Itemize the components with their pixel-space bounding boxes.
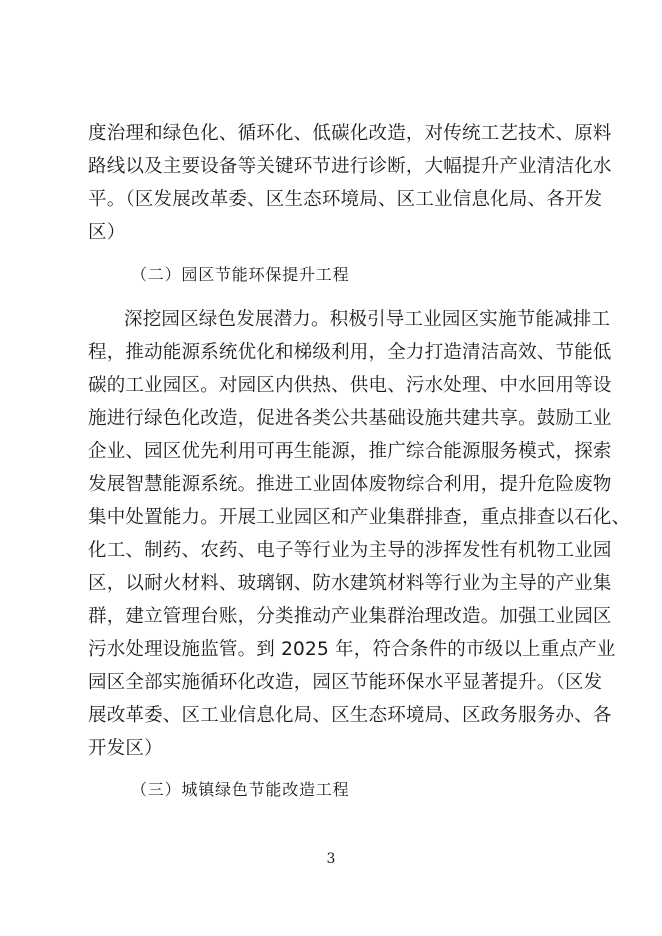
paragraph-line: 企业、园区优先利用可再生能源，推广综合能源服务模式，探索 <box>88 441 612 462</box>
paragraph-line: 展改革委、区工业信息化局、区生态环境局、区政务服务办、各 <box>88 705 612 726</box>
section-heading-3: （三）城镇绿色节能改造工程 <box>131 780 350 799</box>
paragraph-line: 区） <box>88 222 126 243</box>
paragraph-line: 度治理和绿色化、循环化、低碳化改造，对传统工艺技术、原料 <box>88 123 612 144</box>
paragraph-line: 化工、制药、农药、电子等行业为主导的涉挥发性有机物工业园 <box>88 540 612 561</box>
paragraph-line: 施进行绿色化改造，促进各类公共基础设施共建共享。鼓励工业 <box>88 408 612 429</box>
paragraph-line: 路线以及主要设备等关键环节进行诊断，大幅提升产业清洁化水 <box>88 156 612 177</box>
paragraph-line: 群，建立管理台账，分类推动产业集群治理改造。加强工业园区 <box>88 606 612 627</box>
paragraph-line: 集中处置能力。开展工业园区和产业集群排查，重点排查以石化、 <box>88 507 631 528</box>
paragraph-line: 碳的工业园区。对园区内供热、供电、污水处理、中水回用等设 <box>88 375 612 396</box>
section-heading-2: （二）园区节能环保提升工程 <box>131 265 350 284</box>
paragraph-line: 发展智慧能源系统。推进工业固体废物综合利用，提升危险废物 <box>88 474 612 495</box>
paragraph-line: 开发区） <box>88 738 163 759</box>
paragraph-line: 程，推动能源系统优化和梯级利用，全力打造清洁高效、节能低 <box>88 342 612 363</box>
paragraph-line: 园区全部实施循环化改造，园区节能环保水平显著提升。（区发 <box>88 672 603 693</box>
page-number: 3 <box>326 851 336 867</box>
paragraph-line: 污水处理设施监管。到 2025 年，符合条件的市级以上重点产业 <box>88 639 616 660</box>
paragraph-line: 平。（区发展改革委、区生态环境局、区工业信息化局、各开发 <box>88 189 603 210</box>
paragraph-line: 深挖园区绿色发展潜力。积极引导工业园区实施节能减排工 <box>124 309 611 330</box>
paragraph-line: 区，以耐火材料、玻璃钢、防水建筑材料等行业为主导的产业集 <box>88 573 612 594</box>
